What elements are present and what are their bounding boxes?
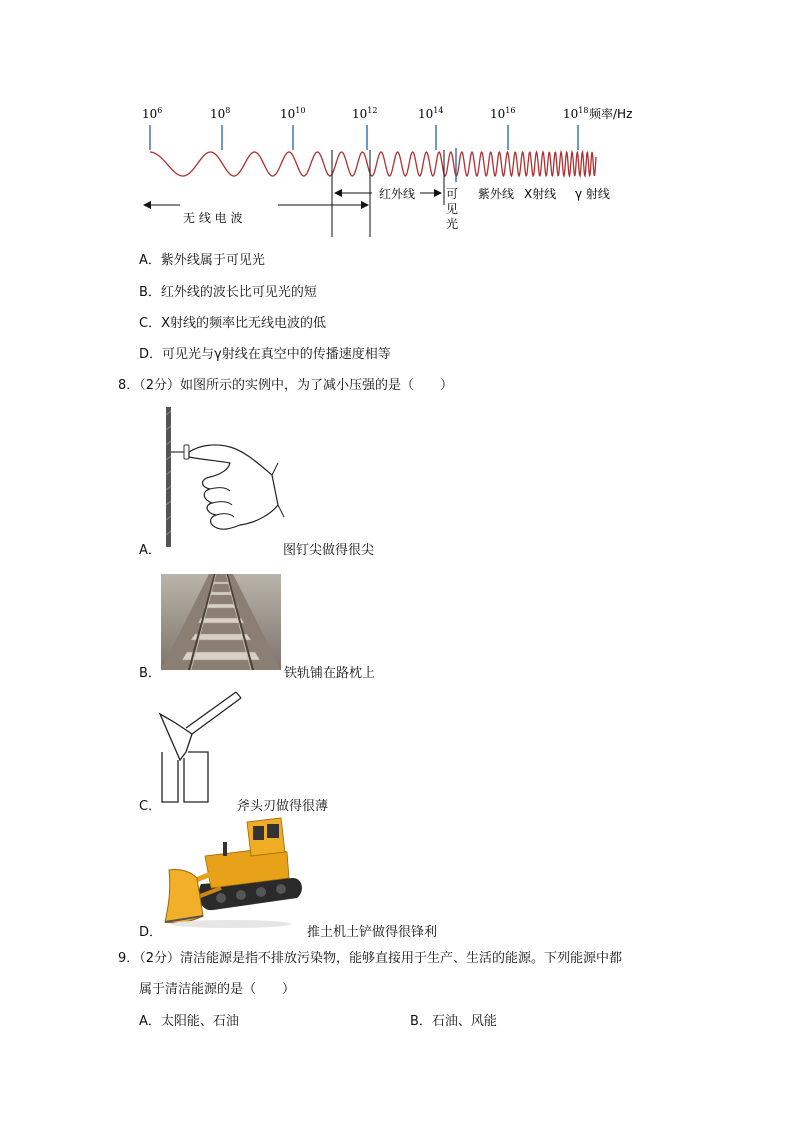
bulldozer-photo [161, 812, 306, 932]
tick-label-1e6 [142, 106, 162, 121]
infrared-label: 红外线 [379, 187, 416, 201]
q7-option-d[interactable]: D．可见光与γ射线在真空中的传播速度相等 [139, 347, 391, 362]
q8-option-d-letter[interactable]: D． [139, 925, 163, 940]
tick-label-1e18 [563, 106, 588, 121]
q8-option-d-caption: 推土机土铲做得很锋利 [307, 925, 438, 940]
svg-text:1010: $10^{10}$ [280, 106, 306, 121]
q9-option-b[interactable]: B．石油、风能 [410, 1014, 497, 1029]
svg-text:1016: $10^{16}$ [490, 106, 516, 121]
visible-light-label-2: 见 [446, 202, 459, 216]
q7-option-c[interactable]: C．X射线的频率比无线电波的低 [139, 316, 326, 331]
q8-stem: 8．（2分）如图所示的实例中，为了减小压强的是（ ） [118, 378, 454, 393]
q7-option-b[interactable]: B．红外线的波长比可见光的短 [139, 285, 317, 300]
q8-option-a-caption: 图钉尖做得很尖 [283, 543, 375, 558]
q8-option-b-caption: 铁轨铺在路枕上 [284, 666, 376, 681]
tick-label-1e8 [210, 106, 230, 121]
q9-option-a[interactable]: A．太阳能、石油 [139, 1014, 239, 1029]
q8-option-a-letter[interactable]: A． [139, 543, 161, 558]
spectrum-diagram [0, 0, 794, 240]
radio-wave-label: 无 线 电 波 [183, 211, 243, 225]
ultraviolet-label: 紫外线 [478, 187, 515, 201]
q8-option-c-letter[interactable]: C． [139, 799, 162, 814]
visible-light-label-3: 光 [446, 217, 459, 231]
svg-text:106: $10^6$ [142, 106, 163, 121]
q8-option-c-caption: 斧头刃做得很薄 [237, 799, 329, 814]
tick-label-1e12 [352, 106, 377, 121]
gamma-ray-label: γ 射线 [575, 187, 610, 201]
svg-text:1018: $10^{18}$ [563, 106, 589, 121]
svg-text:1014: $10^{14}$ [418, 106, 444, 121]
wave-curve [150, 152, 596, 176]
frequency-unit-label: 频率/Hz [589, 107, 633, 121]
axe-illustration [158, 690, 243, 808]
visible-light-label-1: 可 [446, 187, 459, 201]
tick-label-1e16 [490, 106, 515, 121]
svg-text:1012: $10^{12}$ [352, 106, 378, 121]
q7-option-a[interactable]: A．紫外线属于可见光 [139, 253, 265, 268]
railway-track-photo [161, 574, 281, 670]
tick-label-1e14 [418, 106, 443, 121]
xray-label: X射线 [524, 187, 557, 201]
svg-text:108: $10^8$ [210, 106, 231, 121]
thumbtack-illustration [160, 405, 285, 550]
q9-stem-line-2: 属于清洁能源的是（ ） [139, 982, 296, 997]
tick-label-1e10 [280, 106, 305, 121]
q8-option-b-letter[interactable]: B． [139, 666, 161, 681]
q9-stem-line-1: 9．（2分）清洁能源是指不排放污染物，能够直接用于生产、生活的能源。下列能源中都 [118, 951, 623, 966]
